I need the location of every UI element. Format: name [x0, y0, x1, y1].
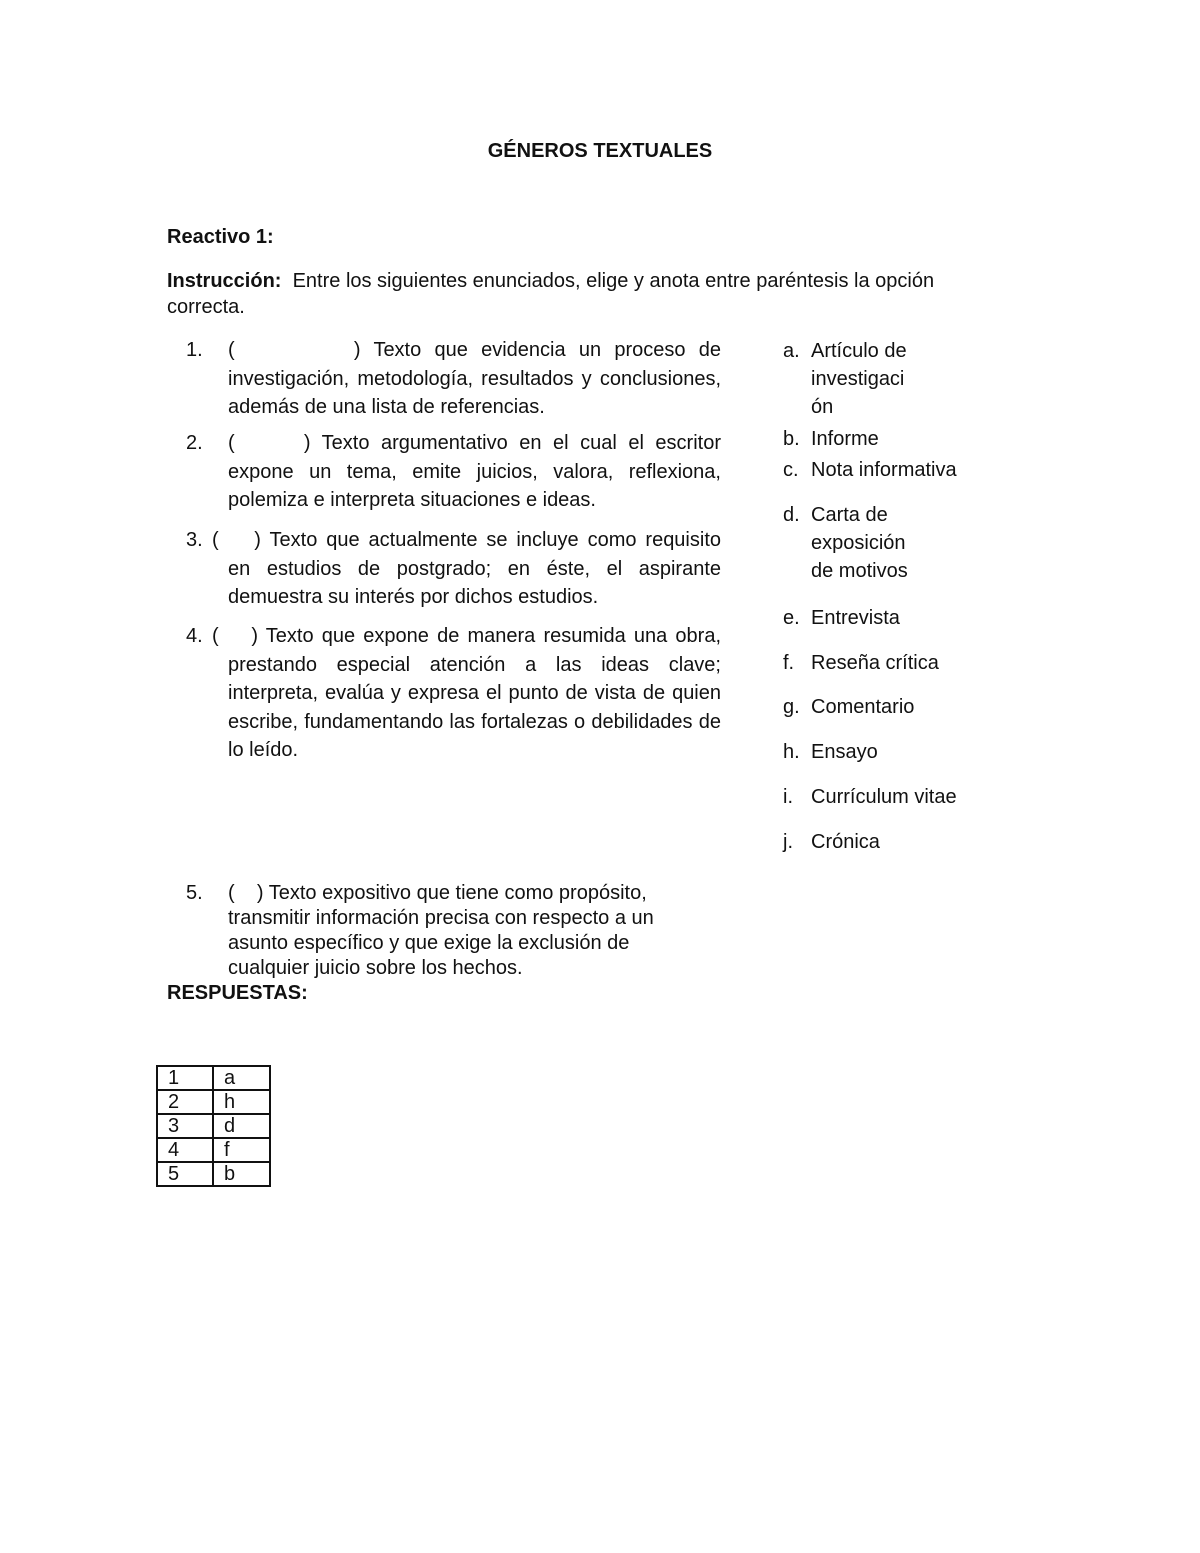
table-row — [157, 1090, 270, 1114]
answer-blank: ( ) — [212, 625, 258, 647]
table-row — [157, 1066, 270, 1090]
answers-table — [156, 1065, 271, 1187]
option-letter: a. — [783, 340, 800, 362]
question-text-rest: prestando especial atención a las ideas clave; interpreta, evalúa y expresa el punto de vista de quien escribe, fundamentando las fortalezas o debilidades de lo leído. — [228, 653, 721, 761]
question-text-start: Texto que actualmente se incluye como requisito — [269, 529, 722, 551]
option-letter: b. — [783, 428, 800, 450]
reactivo-heading: Reactivo 1: — [167, 226, 274, 248]
question-number: 3. — [186, 529, 203, 551]
option-text: Entrevista — [811, 607, 900, 629]
question-first-line — [228, 881, 698, 906]
table-row — [157, 1162, 270, 1186]
option-letter: f. — [783, 652, 795, 674]
answer-value: b — [213, 1162, 270, 1186]
option-text: Informe — [811, 428, 879, 450]
question-body — [212, 622, 721, 765]
option-letter: e. — [783, 607, 800, 629]
table-row — [157, 1138, 270, 1162]
question-first-line — [212, 526, 721, 555]
question-text-start: Texto que expone de manera resumida una obra, — [265, 625, 722, 647]
answer-blank: ( ) — [228, 882, 264, 904]
answer-number: 1 — [157, 1066, 213, 1090]
instruction-label: Instrucción: — [167, 270, 282, 292]
option-text: Nota informativa — [811, 459, 957, 481]
option-text: Comentario — [811, 696, 915, 718]
option-text: Reseña crítica — [811, 652, 939, 674]
answer-number: 4 — [157, 1138, 213, 1162]
answer-value: a — [213, 1066, 270, 1090]
option-text: Currículum vitae — [811, 786, 957, 808]
instruction — [167, 268, 1007, 320]
answer-number: 5 — [157, 1162, 213, 1186]
option-letter: i. — [783, 786, 793, 808]
question-body — [228, 429, 721, 515]
question-text-rest: transmitir información precisa con respecto a un asunto específico y que exige la exclusión de cualquier juicio sobre los hechos. — [228, 907, 654, 979]
option-letter: h. — [783, 741, 800, 763]
question-number: 2. — [186, 432, 203, 454]
answer-blank: ( ) — [228, 339, 361, 361]
answers-heading: RESPUESTAS: — [167, 982, 308, 1004]
answer-number: 3 — [157, 1114, 213, 1138]
answer-blank: ( ) — [228, 432, 311, 454]
question-first-line — [212, 622, 721, 651]
question-body — [228, 336, 721, 422]
page-title: GÉNEROS TEXTUALES — [487, 140, 713, 162]
option-text: Carta de exposición de motivos — [811, 504, 908, 582]
question-number: 1. — [186, 339, 203, 361]
answer-number: 2 — [157, 1090, 213, 1114]
question-body — [212, 526, 721, 612]
answer-value: f — [213, 1138, 270, 1162]
answer-blank: ( ) — [212, 529, 261, 551]
option-text: Ensayo — [811, 741, 878, 763]
option-letter: g. — [783, 696, 800, 718]
question-body — [228, 881, 698, 981]
question-first-line — [228, 336, 721, 365]
option-text: Crónica — [811, 831, 880, 853]
option-letter: c. — [783, 459, 799, 481]
question-first-line — [228, 429, 721, 458]
question-text-rest: expone un tema, emite juicios, valora, reflexiona, polemiza e interpreta situaciones e ideas. — [228, 460, 721, 511]
instruction-text: Entre los siguientes enunciados, elige y anota entre paréntesis la opción correcta. — [167, 270, 935, 318]
question-text-rest: en estudios de postgrado; en éste, el aspirante demuestra su interés por dichos estudios. — [228, 557, 721, 608]
table-row — [157, 1114, 270, 1138]
question-text-start: Texto expositivo que tiene como propósito, — [268, 882, 647, 904]
question-text-start: Texto que evidencia un proceso de — [373, 339, 721, 361]
question-number: 4. — [186, 625, 203, 647]
question-text-rest: investigación, metodología, resultados y conclusiones, además de una lista de referencias. — [228, 367, 721, 418]
question-text-start: Texto argumentativo en el cual el escritor — [321, 432, 721, 454]
option-letter: j. — [783, 831, 793, 853]
question-number: 5. — [186, 882, 203, 904]
answer-value: d — [213, 1114, 270, 1138]
option-text: Artículo de investigaci ón — [811, 340, 907, 418]
answer-value: h — [213, 1090, 270, 1114]
option-letter: d. — [783, 504, 800, 526]
